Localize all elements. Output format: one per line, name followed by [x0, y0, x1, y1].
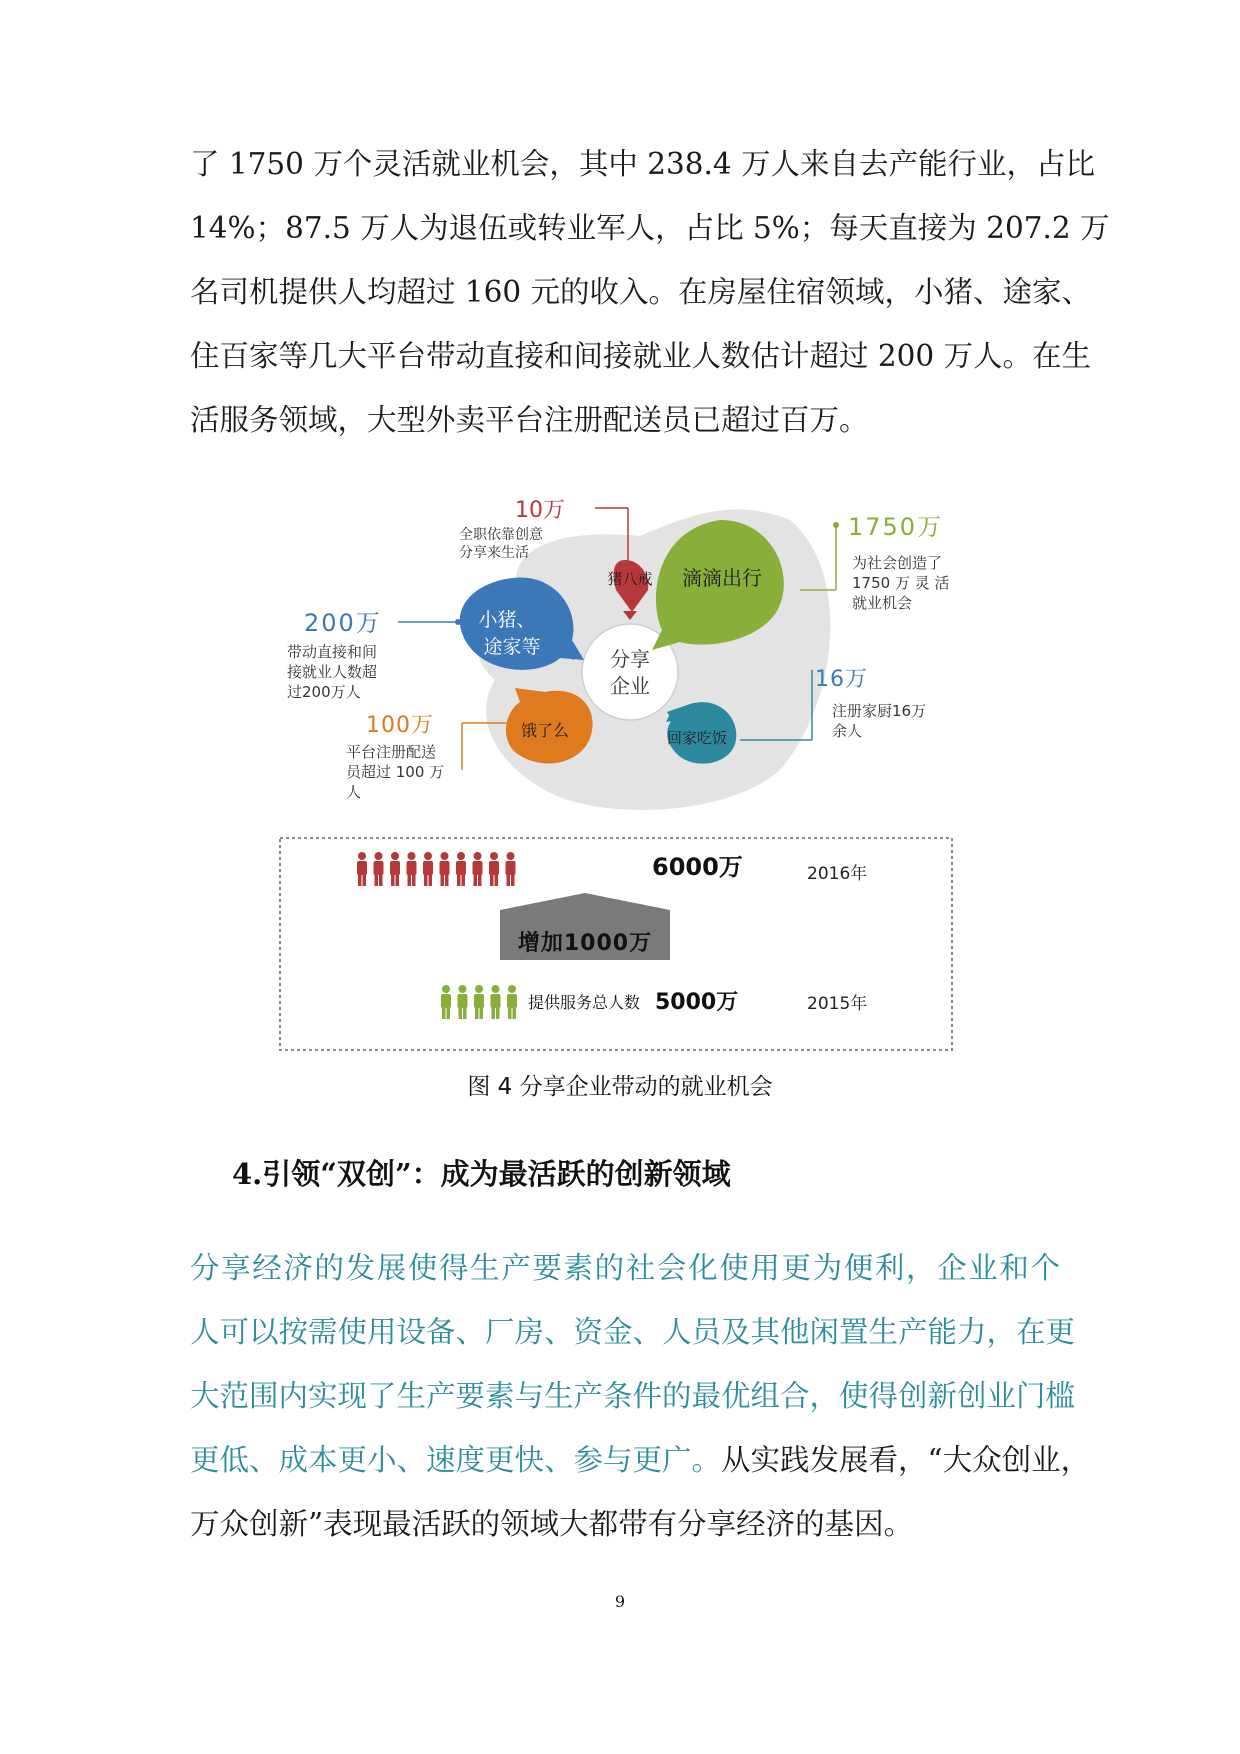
callout-eleme-desc-line3: 人 — [346, 783, 362, 801]
callout-eleme-value: 100万 — [366, 713, 434, 738]
callout-xiaozhu-desc-line2: 接就业人数超 — [287, 663, 378, 681]
callout-huijia-value: 16万 — [815, 667, 868, 692]
callout-didi-desc-line1: 为社会创造了 — [852, 554, 943, 572]
text-line-mixed — [190, 1428, 1091, 1492]
text-line: 了 1750 万个灵活就业机会，其中 238.4 万人来自去产能行业，占比 — [190, 147, 1096, 181]
text-line: 活服务领域，大型外卖平台注册配送员已超过百万。 — [190, 403, 869, 437]
person-icon — [491, 985, 501, 1019]
page-number: 9 — [614, 1592, 626, 1611]
bubble-xiaozhu-label-line1: 小猪、 — [478, 609, 536, 631]
callout-eleme-desc-line1: 平台注册配送 — [346, 743, 437, 761]
bubble-zhubajie-label: 猪八戒 — [607, 570, 653, 588]
bubble-eleme-label: 饿了么 — [520, 721, 570, 740]
center-label-line2: 企业 — [610, 674, 650, 698]
value-2015: 5000万 — [655, 990, 739, 1015]
section-heading: 4.引领“双创”：成为最活跃的创新领域 — [232, 1157, 731, 1191]
figure-caption: 图 4 分享企业带动的就业机会 — [467, 1074, 773, 1100]
person-icon — [441, 985, 451, 1019]
paragraph-innovation — [190, 1236, 1091, 1556]
callout-huijia-desc-line1: 注册家厨16万 — [832, 702, 927, 720]
person-icon — [407, 852, 417, 886]
people-row-2015 — [441, 985, 517, 1019]
text-line: 名司机提供人均超过 160 元的收入。在房屋住宿领域，小猪、途家、 — [190, 275, 1092, 309]
callout-didi-desc-line2: 1750 万 灵 活 — [852, 574, 950, 592]
text-line: 万众创新”表现最活跃的领域大都带有分享经济的基因。 — [190, 1507, 914, 1541]
person-icon — [473, 852, 483, 886]
person-icon — [374, 852, 384, 886]
year-2015: 2015年 — [807, 994, 868, 1014]
person-icon — [357, 852, 367, 886]
person-icon — [506, 852, 516, 886]
person-icon — [507, 985, 517, 1019]
callout-didi-value: 1750万 — [848, 513, 944, 541]
text-line-highlight: 分享经济的发展使得生产要素的社会化使用更为便利，企业和个 — [190, 1251, 1060, 1285]
person-icon — [456, 852, 466, 886]
person-icon — [458, 985, 468, 1019]
bubble-xiaozhu-label-line2: 途家等 — [483, 636, 541, 658]
text-line: 住百家等几大平台带动直接和间接就业人数估计超过 200 万人。在生 — [190, 339, 1092, 373]
text-line-highlight: 人可以按需使用设备、厂房、资金、人员及其他闲置生产能力，在更 — [190, 1315, 1076, 1349]
center-label-line1: 分享 — [610, 647, 650, 671]
person-icon — [474, 985, 484, 1019]
person-icon — [489, 852, 499, 886]
increase-label: 增加1000万 — [517, 931, 653, 956]
callout-zhubajie-value: 10万 — [515, 498, 565, 523]
people-row-2016 — [357, 852, 516, 886]
text-normal: 从实践发展看，“大众创业， — [721, 1443, 1091, 1477]
callout-huijia-desc-line2: 余人 — [832, 722, 863, 740]
person-icon — [423, 852, 433, 886]
person-icon — [390, 852, 400, 886]
callout-zhubajie-desc-line1: 全职依靠创意 — [459, 527, 543, 543]
callout-zhubajie-desc-line2: 分享来生活 — [459, 545, 529, 561]
label-2015: 提供服务总人数 — [528, 993, 641, 1012]
callout-didi-desc-line3: 就业机会 — [852, 594, 913, 612]
callout-eleme-desc-line2: 员超过 100 万 — [346, 763, 445, 781]
callout-xiaozhu-desc-line1: 带动直接和间 — [287, 643, 378, 661]
bubble-huijia-label: 回家吃饭 — [666, 729, 728, 747]
text-line-highlight: 大范围内实现了生产要素与生产条件的最优组合，使得创新创业门槛 — [190, 1379, 1076, 1413]
text-highlight: 更低、成本更小、速度更快、参与更广。 — [190, 1443, 722, 1477]
callout-xiaozhu-value: 200万 — [304, 609, 382, 637]
text-line: 14%；87.5 万人为退伍或转业军人，占比 5%；每天直接为 207.2 万 — [190, 211, 1110, 245]
bubble-didi-label: 滴滴出行 — [682, 566, 762, 590]
person-icon — [440, 852, 450, 886]
year-2016: 2016年 — [807, 864, 868, 884]
callout-xiaozhu-desc-line3: 过200万人 — [287, 683, 361, 701]
value-2016: 6000万 — [652, 853, 743, 881]
